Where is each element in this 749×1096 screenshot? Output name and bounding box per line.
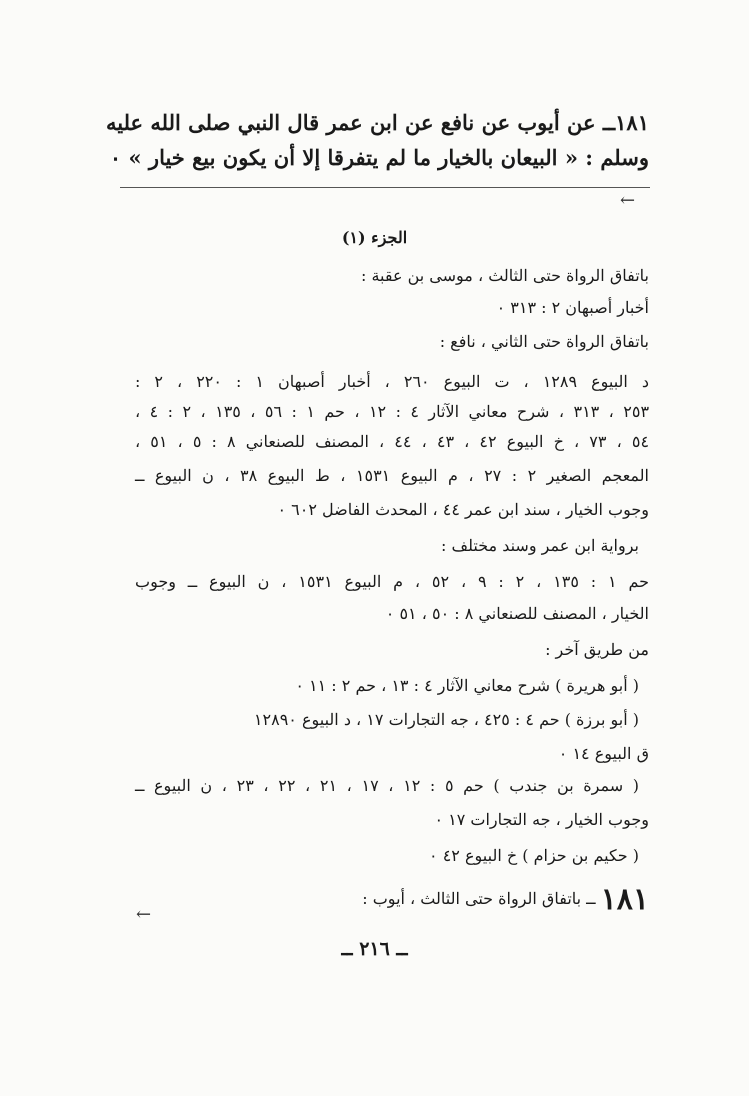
ref-line: برواية ابن عمر وسند مختلف : [441,536,639,555]
ref-line: ٢٥٣ ، ٣١٣ ، شرح معاني الآثار ٤ : ١٢ ، حم ١ : ٥٦ ، ١٣٥ ، ٢ : ٤ ، [135,402,650,421]
hadith-text-line-1: ١٨١ــ عن أيوب عن نافع عن ابن عمر قال النبي صلى الله عليه [105,110,649,135]
hadith-text-line-2: وسلم : « البيعان بالخيار ما لم يتفرقا إلا أن يكون بيع خيار » ٠ [109,145,649,170]
ref-line: ( أبو برزة ) حم ٤ : ٤٢٥ ، جه التجارات ١٧ ، د البيوع ١٢٨٩٠ [253,710,639,729]
page-number: ــ ٢١٦ ــ [341,938,408,960]
ref-line: باتفاق الرواة حتى الثاني ، نافع : [439,332,649,351]
arrow-left-icon: ← [620,190,636,211]
section-heading: الجزء (١) [341,228,408,247]
ref-line: ٥٤ ، ٧٣ ، خ البيوع ٤٢ ، ٤٣ ، ٤٤ ، المصنف للصنعاني ٨ : ٥ ، ٥١ ، [135,432,650,451]
ref-line: الخيار ، المصنف للصنعاني ٨ : ٥٠ ، ٥١ ٠ [385,604,649,623]
ref-line: ( أبو هريرة ) شرح معاني الآثار ٤ : ١٣ ، حم ٢ : ١١ ٠ [295,676,639,695]
footer-item-text: ــ باتفاق الرواة حتى الثالث ، أيوب : [362,889,596,908]
ref-line: ( حكيم بن حزام ) خ البيوع ٤٢ ٠ [429,846,639,865]
ref-line: وجوب الخيار ، سند ابن عمر ٤٤ ، المحدث الفاضل ٦٠٢ ٠ [277,500,649,519]
ref-line: من طريق آخر : [545,640,649,659]
ref-line: المعجم الصغير ٢ : ٢٧ ، م البيوع ١٥٣١ ، ط البيوع ٣٨ ، ن البيوع ــ [135,466,650,485]
footer-item-number: ١٨١ [600,882,649,917]
ref-line: باتفاق الرواة حتى الثالث ، موسى بن عقبة : [360,266,649,285]
arrow-left-icon: ← [136,904,152,925]
ref-line: د البيوع ١٢٨٩ ، ت البيوع ٢٦٠ ، أخبار أصبهان ١ : ٢٢٠ ، ٢ : [135,372,650,391]
ref-line: ( سمرة بن جندب ) حم ٥ : ١٢ ، ١٧ ، ٢١ ، ٢٢ ، ٢٣ ، ن البيوع ــ [135,776,640,795]
ref-line: حم ١ : ١٣٥ ، ٢ : ٩ ، ٥٢ ، م البيوع ١٥٣١ ، ن البيوع ــ وجوب [135,572,649,591]
footer-item [362,882,649,917]
separator-rule [120,187,650,188]
ref-line: وجوب الخيار ، جه التجارات ١٧ ٠ [434,810,649,829]
ref-line: ق البيوع ١٤ ٠ [558,744,649,763]
ref-line: أخبار أصبهان ٢ : ٣١٣ ٠ [496,298,649,317]
